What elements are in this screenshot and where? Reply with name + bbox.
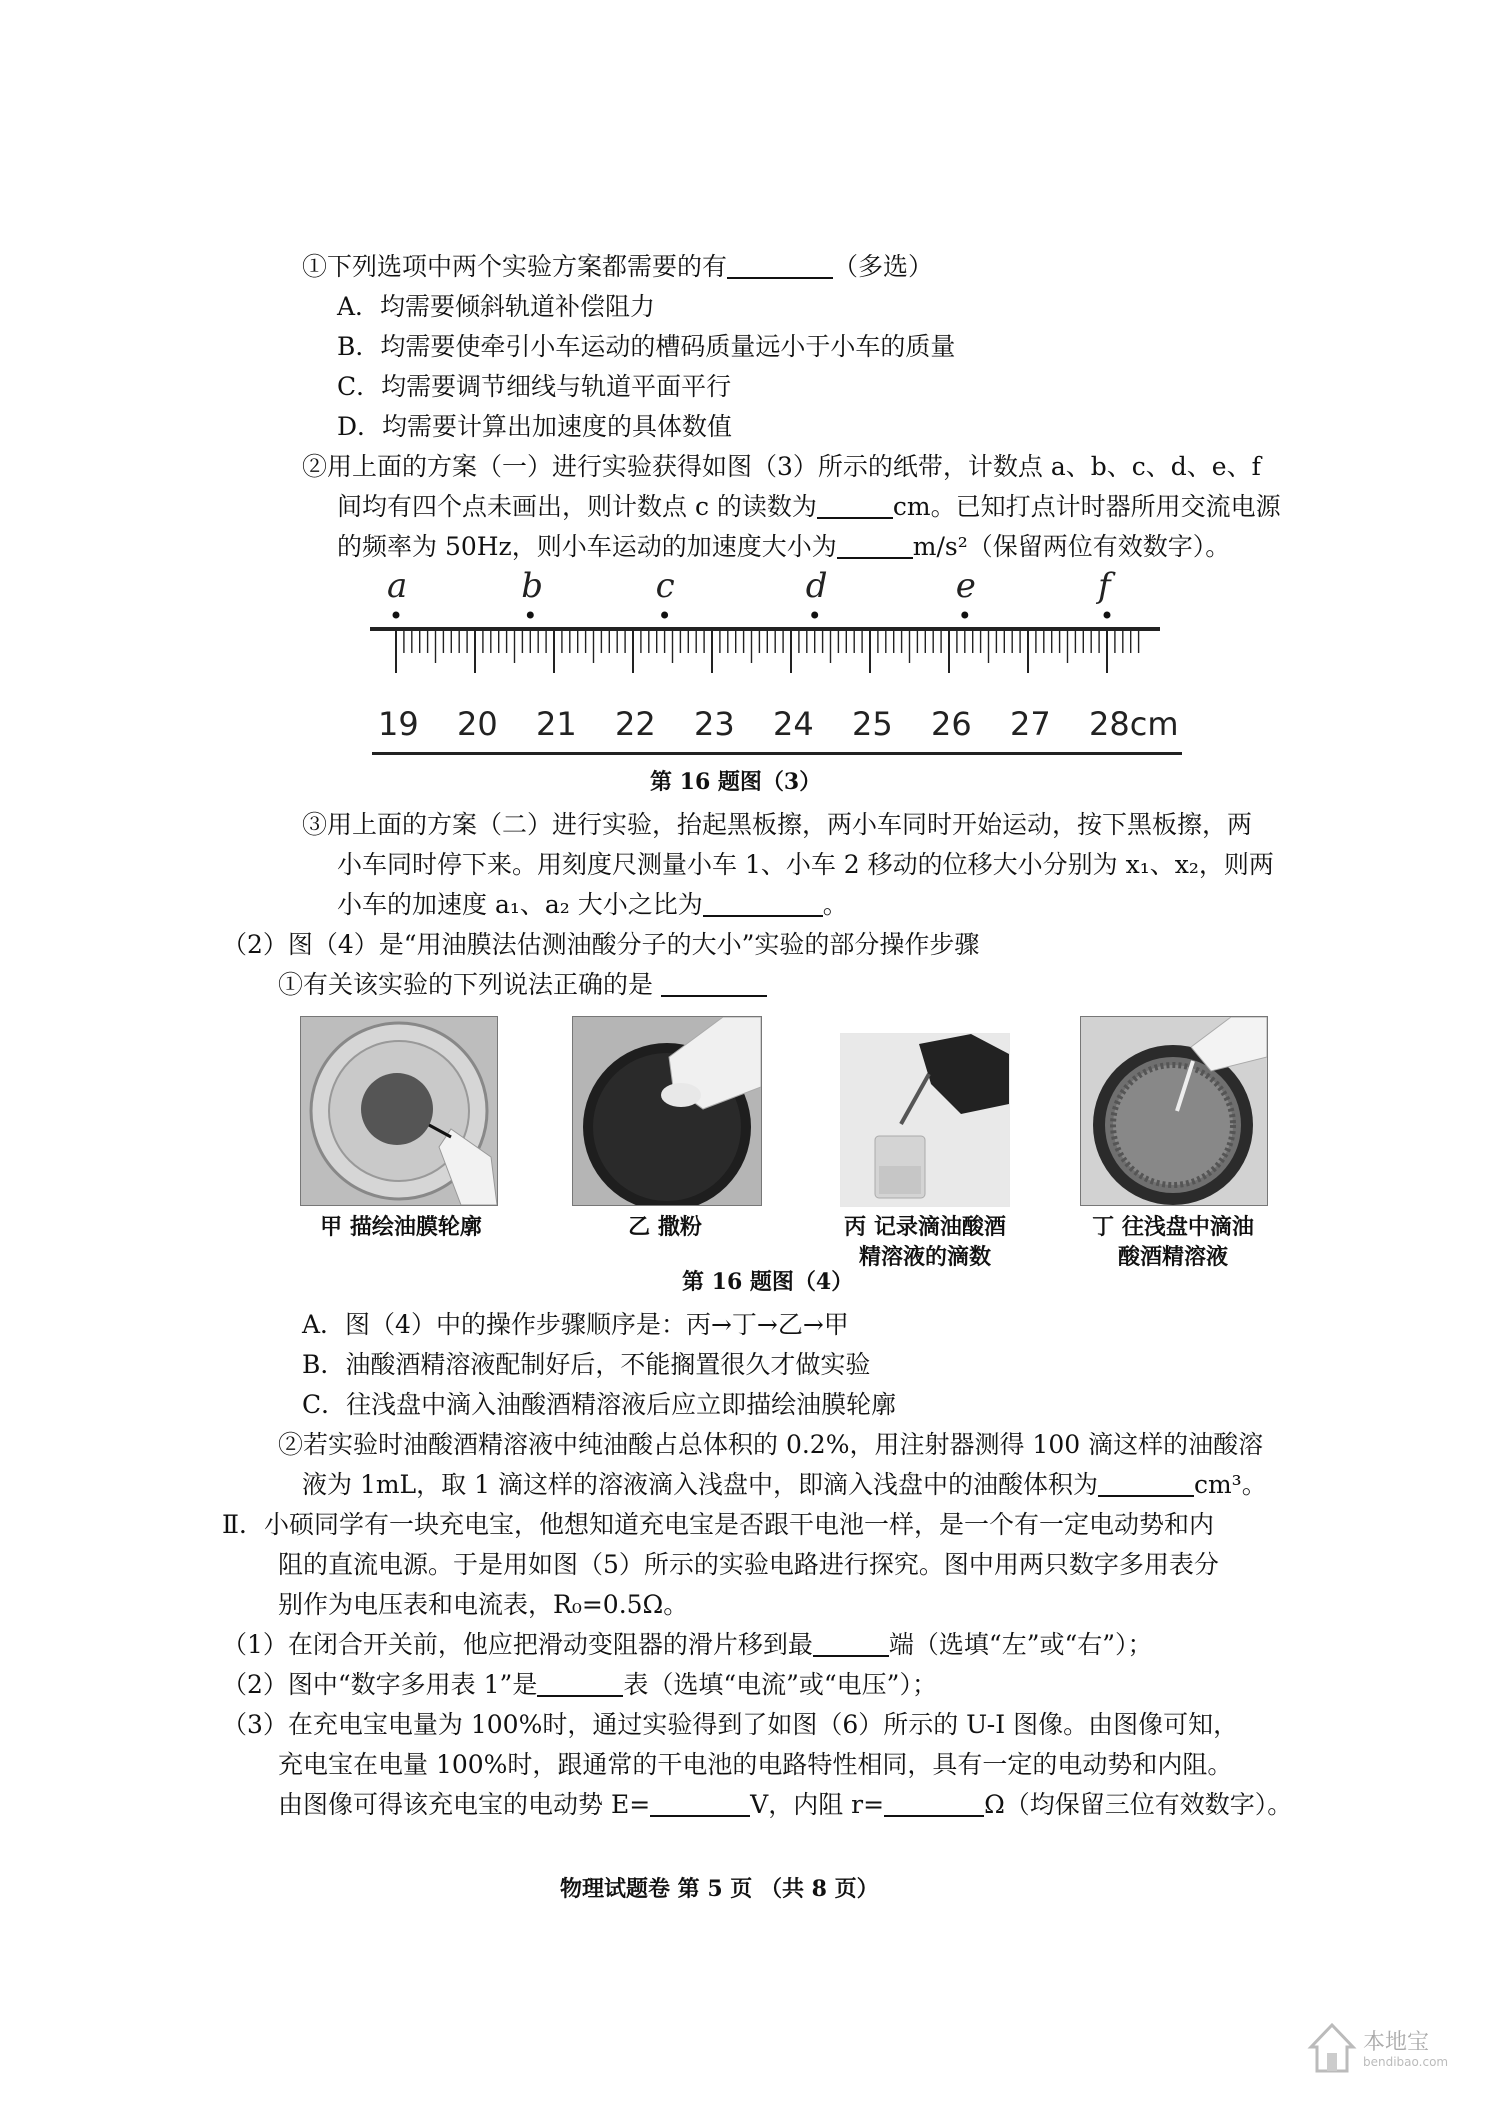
counting-point-label: b (521, 566, 544, 606)
answer-blank[interactable] (884, 1789, 984, 1817)
ruler-figure (360, 565, 1220, 765)
site-watermark (1307, 2019, 1467, 2083)
house-logo-icon (1307, 2019, 1357, 2075)
section2-line1: Ⅱ．小硕同学有一块充电宝，他想知道充电宝是否跟干电池一样，是一个有一定电动势和内 (222, 1510, 1214, 1539)
counting-point-label: c (655, 566, 675, 606)
q3-line2: 小车同时停下来。用刻度尺测量小车 1、小车 2 移动的位移大小分别为 x₁、x₂，则两 (337, 850, 1274, 879)
ruler-number: 25 (852, 705, 893, 743)
photo-yi-label: 乙 撒粉 (628, 1214, 702, 1240)
photo-jia-oil-film-outline (300, 1016, 498, 1206)
counting-point-dot (811, 612, 818, 619)
ruler-baseline (372, 752, 1182, 755)
q2-line1: ②用上面的方案（一）进行实验获得如图（3）所示的纸带，计数点 a、b、c、d、e、f (302, 452, 1261, 481)
part2-option-a: A．图（4）中的操作步骤顺序是：丙→丁→乙→甲 (302, 1310, 849, 1339)
part2-q2-line1: ②若实验时油酸酒精溶液中纯油酸占总体积的 0.2%，用注射器测得 100 滴这样的油酸溶 (278, 1430, 1264, 1459)
answer-blank[interactable] (537, 1669, 623, 1697)
counting-point-label: a (387, 566, 408, 606)
ruler-numbers (378, 705, 1178, 743)
counting-point-label: d (805, 566, 828, 606)
counting-point-dot (527, 612, 534, 619)
ruler-number: 28cm (1089, 705, 1179, 743)
q2-line2: 间均有四个点未画出，则计数点 c 的读数为 cm。已知打点计时器所用交流电源 (337, 492, 1281, 521)
answer-blank[interactable] (661, 969, 767, 997)
q1-option-b: B．均需要使牵引小车运动的槽码质量远小于小车的质量 (337, 332, 956, 361)
photo-yi-sprinkle-powder (572, 1016, 762, 1206)
counting-point-dot (1104, 612, 1111, 619)
answer-blank[interactable] (837, 531, 913, 559)
photo-ding-label: 丁 往浅盘中滴油 酸酒精溶液 (1092, 1214, 1254, 1270)
answer-blank[interactable] (1098, 1469, 1194, 1497)
photo-jia-label: 甲 描绘油膜轮廓 (320, 1214, 482, 1240)
section2-q1: （1）在闭合开关前，他应把滑动变阻器的滑片移到最 端（选填“左”或“右”）； (222, 1630, 1153, 1659)
answer-blank[interactable] (817, 491, 893, 519)
watermark-text: 本地宝 (1363, 2030, 1430, 2055)
photo-bing-label: 丙 记录滴油酸酒 精溶液的滴数 (844, 1214, 1006, 1270)
q1-stem: ①下列选项中两个实验方案都需要的有 （多选） (302, 252, 934, 281)
part2-option-c: C．往浅盘中滴入油酸酒精溶液后应立即描绘油膜轮廓 (302, 1390, 897, 1419)
q1-option-c: C．均需要调节细线与轨道平面平行 (337, 372, 732, 401)
counting-point-dot (393, 612, 400, 619)
answer-blank[interactable] (650, 1789, 750, 1817)
counting-point-label: e (955, 566, 976, 606)
ruler-number: 24 (773, 705, 814, 743)
answer-blank[interactable] (727, 251, 833, 279)
ruler-top-edge (370, 627, 1160, 631)
figure-3-caption: 第 16 题图（3） (650, 769, 822, 795)
photo-ding-drop-solution (1080, 1016, 1268, 1206)
section2-q2: （2）图中“数字多用表 1”是 表（选填“电流”或“电压”）； (222, 1670, 937, 1699)
counting-point-label: f (1098, 566, 1111, 606)
q1-option-d: D．均需要计算出加速度的具体数值 (337, 412, 733, 441)
part2-option-b: B．油酸酒精溶液配制好后，不能搁置很久才做实验 (302, 1350, 871, 1379)
q2-line3: 的频率为 50Hz，则小车运动的加速度大小为 m/s²（保留两位有效数字）。 (337, 532, 1231, 561)
part2-q1: ①有关该实验的下列说法正确的是 (278, 968, 767, 1002)
answer-blank[interactable] (703, 889, 823, 917)
ruler-number: 27 (1010, 705, 1051, 743)
ruler-number: 22 (615, 705, 656, 743)
q3-line3: 小车的加速度 a₁、a₂ 大小之比为 。 (337, 890, 848, 919)
part2-title: （2）图（4）是“用油膜法估测油酸分子的大小”实验的部分操作步骤 (222, 930, 980, 959)
section2-q3-line3: 由图像可得该充电宝的电动势 E= V，内阻 r= Ω（均保留三位有效数字）。 (278, 1790, 1293, 1819)
ruler-number: 21 (536, 705, 577, 743)
photo-bing-count-drops (840, 1033, 1010, 1207)
answer-blank[interactable] (813, 1629, 889, 1657)
section2-line2: 阻的直流电源。于是用如图（5）所示的实验电路进行探究。图中用两只数字多用表分 (278, 1550, 1219, 1579)
figure-4-caption: 第 16 题图（4） (682, 1269, 854, 1295)
counting-points (387, 566, 1116, 619)
section2-q3-line1: （3）在充电宝电量为 100%时，通过实验得到了如图（6）所示的 U-I 图像。由图像可知， (222, 1710, 1239, 1739)
ruler-number: 23 (694, 705, 735, 743)
ruler-number: 26 (931, 705, 972, 743)
q3-line1: ③用上面的方案（二）进行实验，抬起黑板擦，两小车同时开始运动，按下黑板擦，两 (302, 810, 1253, 839)
ruler-ticks (396, 631, 1139, 673)
part2-q2-line2: 液为 1mL，取 1 滴这样的溶液滴入浅盘中，即滴入浅盘中的油酸体积为 cm³。 (302, 1470, 1267, 1499)
section2-line3: 别作为电压表和电流表，R₀=0.5Ω。 (278, 1590, 689, 1619)
counting-point-dot (961, 612, 968, 619)
counting-point-dot (661, 612, 668, 619)
ruler-number: 19 (378, 705, 419, 743)
q1-option-a: A．均需要倾斜轨道补偿阻力 (337, 292, 656, 321)
section2-q3-line2: 充电宝在电量 100%时，跟通常的干电池的电路特性相同，具有一定的电动势和内阻。 (278, 1750, 1233, 1779)
watermark-url: bendibao.com (1363, 2055, 1449, 2069)
ruler-number: 20 (457, 705, 498, 743)
page-footer: 物理试题卷 第 5 页 （共 8 页） (560, 1876, 879, 1902)
